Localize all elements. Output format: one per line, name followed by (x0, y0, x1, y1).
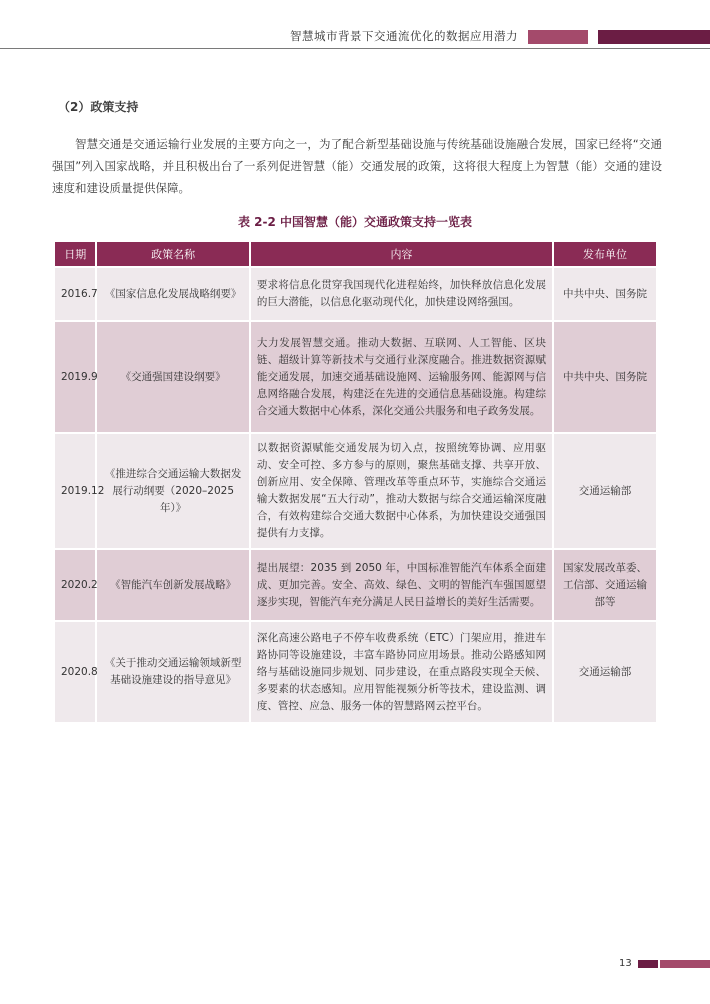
cell-issuer: 中共中央、国务院 (554, 322, 656, 432)
cell-policy-name: 《推进综合交通运输大数据发展行动纲要（2020–2025 年）》 (97, 434, 249, 548)
cell-issuer: 中共中央、国务院 (554, 268, 656, 320)
cell-issuer: 交通运输部 (554, 622, 656, 722)
footer-accent-bar-light (660, 960, 710, 968)
cell-policy-name: 《交通强国建设纲要》 (97, 322, 249, 432)
header-content: 内容 (251, 242, 552, 266)
cell-content: 以数据资源赋能交通发展为切入点，按照统筹协调、应用驱动、安全可控、多方参与的原则，聚焦基础支撑、共享开放、创新应用、安全保障、管理改革等重点环节，实施综合交通运输大数据发展“五大行动”，推动大数据与综合交通运输深度融合，有效构建综合交通大数据中心体系，为加快建设交通强国提供有力支撑。 (251, 434, 552, 548)
cell-policy-name: 《智能汽车创新发展战略》 (97, 550, 249, 620)
header-issuer: 发布单位 (554, 242, 656, 266)
table-row (55, 434, 656, 548)
page-number: 13 (619, 958, 632, 969)
cell-date: 2016.7 (55, 268, 95, 320)
body-paragraph: 智慧交通是交通运输行业发展的主要方向之一，为了配合新型基础设施与传统基础设施融合发展，国家已经将“交通强国”列入国家战略，并且积极出台了一系列促进智慧（能）交通发展的政策，这将很大程度上为智慧（能）交通的建设速度和建设质量提供保障。 (52, 137, 662, 195)
cell-content: 大力发展智慧交通。推动大数据、互联网、人工智能、区块链、超级计算等新技术与交通行业深度融合。推进数据资源赋能交通发展，加速交通基础设施网、运输服务网、能源网与信息网络融合发展，构建泛在先进的交通信息基础设施。构建综合交通大数据中心体系，深化交通公共服务和电子政务发展。 (251, 322, 552, 432)
running-header-title: 智慧城市背景下交通流优化的数据应用潜力 (290, 29, 518, 43)
cell-date: 2019.12 (55, 434, 95, 548)
table-row (55, 268, 656, 320)
cell-policy-name: 《关于推动交通运输领域新型基础设施建设的指导意见》 (97, 622, 249, 722)
cell-content: 提出展望：2035 到 2050 年，中国标准智能汽车体系全面建成、更加完善。安全、高效、绿色、文明的智能汽车强国愿望逐步实现，智能汽车充分满足人民日益增长的美好生活需要。 (251, 550, 552, 620)
table-caption: 表 2-2 中国智慧（能）交通政策支持一览表 (237, 215, 473, 229)
table-row (55, 622, 656, 722)
header-rule (0, 48, 710, 49)
header-accent-bar-light (528, 30, 588, 44)
cell-date: 2019.9 (55, 322, 95, 432)
cell-date: 2020.2 (55, 550, 95, 620)
cell-policy-name: 《国家信息化发展战略纲要》 (97, 268, 249, 320)
cell-date: 2020.8 (55, 622, 95, 722)
table-row (55, 322, 656, 432)
header-date: 日期 (55, 242, 95, 266)
header-accent-bar-dark (598, 30, 710, 44)
cell-issuer: 国家发展改革委、工信部、交通运输部等 (554, 550, 656, 620)
cell-issuer: 交通运输部 (554, 434, 656, 548)
table-row (55, 550, 656, 620)
table-header-row (55, 242, 656, 266)
cell-content: 要求将信息化贯穿我国现代化进程始终，加快释放信息化发展的巨大潜能，以信息化驱动现代化，加快建设网络强国。 (251, 268, 552, 320)
header-policy-name: 政策名称 (97, 242, 249, 266)
cell-content: 深化高速公路电子不停车收费系统（ETC）门架应用，推进车路协同等设施建设，丰富车路协同应用场景。推动公路感知网络与基础设施同步规划、同步建设，在重点路段实现全天候、多要素的状态感知。应用智能视频分析等技术，建设监测、调度、管控、应急、服务一体的智慧路网云控平台。 (251, 622, 552, 722)
policy-table (53, 240, 658, 724)
section-title: （2）政策支持 (58, 100, 139, 114)
footer-accent-bar-dark (638, 960, 658, 968)
